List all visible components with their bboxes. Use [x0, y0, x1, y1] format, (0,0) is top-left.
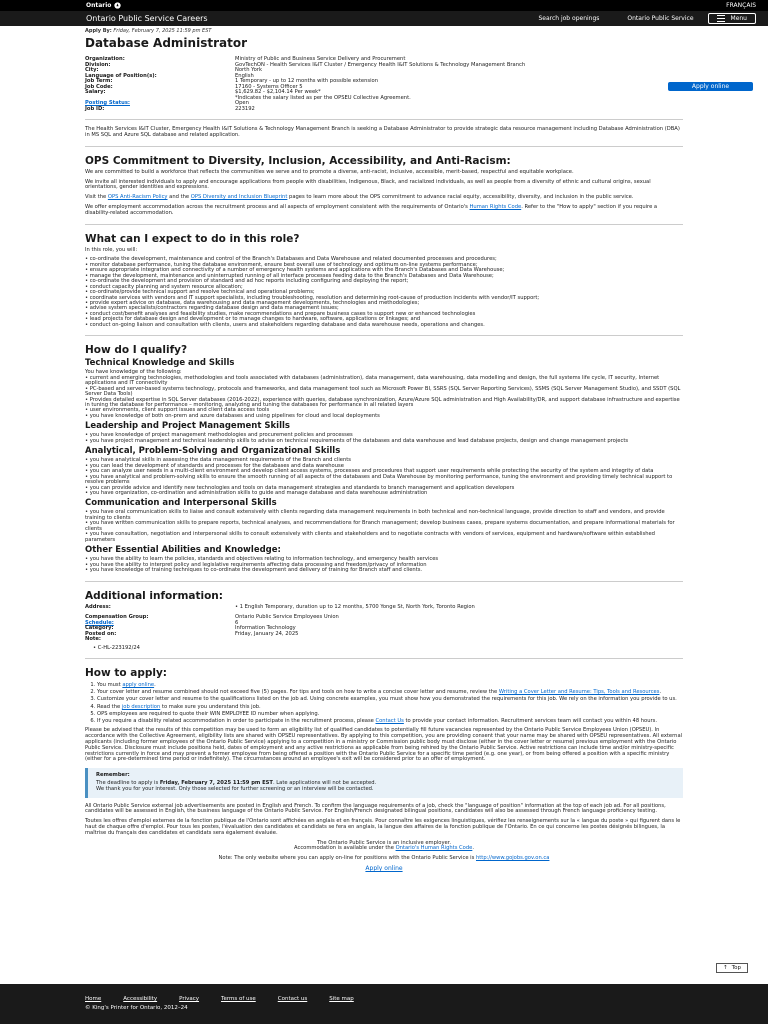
- howto-step-text: If you require a disability related accommodation in order to participate in the recruitment process, please: [97, 718, 376, 725]
- additional-value: 6: [235, 619, 239, 626]
- duty-item: • lead projects for database design and development or to manage changes to hardware, software, applications or linkages; and: [85, 316, 421, 323]
- info-value: *Indicates the salary listed as per the OPSEU Collective Agreement.: [235, 94, 411, 101]
- qualify-section-title: Other Essential Abilities and Knowledge:: [85, 545, 281, 556]
- bottom-apply-online: [85, 866, 683, 872]
- additional-value: Friday, January 24, 2025: [235, 630, 299, 637]
- ops-link[interactable]: Ontario Public Service: [627, 15, 694, 22]
- info-value: Open: [235, 100, 249, 107]
- menu-label: Menu: [730, 15, 747, 22]
- site-footer: [0, 984, 768, 1024]
- ops-heading: OPS Commitment to Diversity, Inclusion, Accessibility, and Anti-Racism:: [85, 154, 511, 167]
- expect-heading: What can I expect to do in this role?: [85, 232, 300, 245]
- info-label: Salary:: [85, 89, 106, 96]
- duty-item: • coordinate services with vendors and IT support specialists, including troubleshooting, resolution and determining root-cause of production incidents with vendor/IT support;: [85, 294, 540, 301]
- qualify-item: • user environments, client support issues and client data access tools: [85, 407, 270, 414]
- human-rights-code-link[interactable]: Ontario's Human Rights Code: [395, 845, 473, 852]
- qualify-item: • you have the ability to learn the policies, standards and objectives relating to information technology, and emergency health services: [85, 556, 439, 563]
- info-label: Division:: [85, 61, 111, 68]
- job-content: [85, 26, 683, 876]
- footer-link[interactable]: Contact us: [277, 996, 308, 1002]
- divider: [85, 581, 683, 582]
- qualify-item: • you have written communication skills to prepare reports, technical analyses, and recommendations for Branch management; develop business cases, prepare systems documentation, and prepare informational materials for clients: [85, 520, 675, 532]
- info-label: Job Term:: [85, 78, 113, 85]
- site-title[interactable]: Ontario Public Service Careers: [86, 14, 208, 23]
- additional-label: Posted on:: [85, 630, 117, 637]
- duty-item: • conduct on-going liaison and consultation with clients, users and stakeholders regarding database and data warehouse needs, operations and changes.: [85, 321, 485, 328]
- deadline-date: Friday, February 7, 2025 11:59 pm EST: [159, 780, 273, 787]
- info-value: 223192: [235, 105, 255, 112]
- info-label: Organization:: [85, 56, 125, 63]
- footer-link[interactable]: Privacy: [179, 996, 200, 1002]
- divider: [85, 335, 683, 336]
- ops-p4: [85, 205, 683, 217]
- qualify-item: • you have the ability to interpret policy and legislative requirements affecting data processing and freedom/privacy of information: [85, 561, 427, 568]
- howto-step-text: You must: [97, 681, 123, 688]
- howto-step: [97, 682, 683, 688]
- ops-p1: We are committed to build a workforce that reflects the communities we serve and to promote a diverse, anti-racist, inclusive, accessible, merit-based, respectful and equitable workplace.: [85, 168, 574, 175]
- howto-step-text: .: [659, 689, 662, 695]
- info-value: 1 Temporary - up to 12 months with possible extension: [235, 78, 378, 85]
- accommodation-text: .: [472, 845, 474, 852]
- duty-item: • co-ordinate the development, maintenance and control of the Branch's Databases and Data Warehouse and related documented processes and procedures;: [85, 256, 497, 263]
- expect-lead: In this role, you will:: [85, 246, 138, 253]
- qualify-item: • PC-based and server-based systems technology, protocols and frameworks, and data management tool such as Microsoft Power BI, SSRS (SQL Server Reporting Services), SSMS (SQL Server Management Studio), and SSDT (SQL Server Data Tools): [85, 385, 681, 398]
- qualify-item: • current and emerging technologies, methodologies and tools associated with databases (administration), data management, data warehousing, data modelling and design, the full systems life cycle, IT security, Internet applications and IT connectivity: [85, 374, 660, 387]
- qualify-item: • you can lead the development of standards and processes for the databases and data warehouse: [85, 462, 344, 469]
- accommodation-note: [85, 846, 683, 852]
- diversity-blueprint-link[interactable]: OPS Diversity and Inclusion Blueprint: [190, 194, 288, 201]
- hamburger-icon: [717, 15, 725, 22]
- ops-p2: We invite all interested individuals to apply and encourage applications from people with disabilities, Indigenous, Black, and racialized individuals, as well as people from a diversity of ethnic and cultural origins, sexual orientations, gender identities and expressions.: [85, 178, 651, 191]
- howto-step-link[interactable]: apply online: [122, 681, 155, 688]
- howto-step: [97, 718, 683, 724]
- ops-p4-text: . Refer to the "How to apply" section if you require a disability-related accommodation.: [85, 203, 658, 216]
- qualify-section-title: Communication and Interpersonal Skills: [85, 498, 277, 509]
- qualify-list: [85, 433, 683, 444]
- duty-item: • co-ordinate/provide technical support and resolve technical and operational problems;: [85, 289, 315, 296]
- additional-label: Note:: [85, 636, 101, 642]
- qualify-item: • you have oral communication skills to liaise and consult extensively with clients regarding data management requirements in both technical and non-technical language, provide direction to staff and vendors, and provide training to clients: [85, 509, 665, 521]
- footer-link[interactable]: Terms of use: [221, 996, 256, 1002]
- additional-heading: Additional information:: [85, 589, 223, 602]
- howto-step: [97, 689, 683, 695]
- ops-p3-text: Visit the: [85, 194, 108, 201]
- additional-value: Information Technology: [235, 625, 296, 631]
- top-label: Top: [731, 965, 741, 971]
- gojobs-note: [85, 856, 683, 862]
- info-label: Job ID:: [85, 105, 105, 112]
- footer-links: [85, 996, 768, 1002]
- qualify-item: • you have project management and technical leadership skills to advise on technical requirements of the databases and data warehouse and lead database projects, design and change management projects: [85, 437, 629, 444]
- search-jobs-link[interactable]: Search job openings: [538, 15, 600, 22]
- francais-link[interactable]: FRANÇAIS: [726, 2, 756, 9]
- info-value: $1,629.82 - $2,104.14 Per week*: [235, 89, 321, 96]
- info-value: English: [235, 72, 254, 79]
- howto-step-link[interactable]: Contact Us: [375, 718, 404, 725]
- qualify-list: [85, 557, 683, 573]
- info-value: Ministry of Public and Business Service Delivery and Procurement: [235, 56, 406, 63]
- duty-item: • co-ordinate the development and provision of standard and ad hoc reports including configuring and deploying the report;: [85, 278, 409, 285]
- additional-info-table: [85, 615, 683, 643]
- divider: [85, 119, 683, 120]
- qualify-item: • you have knowledge of training techniques to co-ordinate the development and delivery of training for Branch staff and clients.: [85, 567, 423, 574]
- info-label: Language of Position(s):: [85, 72, 157, 79]
- job-info-table: [85, 57, 683, 112]
- howto-step-text: Customize your cover letter and resume to the qualifications listed on the job ad. Using concrete examples, you must show how you demonstrated the requirements for this job. We rely on the information you provide to us.: [97, 696, 677, 703]
- howto-steps: [85, 682, 683, 725]
- qualify-item: • you can provide advice and identify new technologies and tools on data management strategies and standards to branch management and application developers: [85, 484, 515, 491]
- remember-text: The deadline to apply is: [96, 780, 160, 787]
- qualify-item: You have knowledge of the following:: [85, 369, 182, 376]
- remember-title: Remember:: [96, 772, 130, 779]
- address-value: • 1 English Temporary, duration up to 12 months, 5700 Yonge St, North York, Toronto Region: [235, 603, 475, 610]
- gojobs-link[interactable]: http://www.gojobs.gov.on.ca: [475, 855, 550, 862]
- qualifications: [85, 359, 683, 573]
- howto-step-link[interactable]: Writing a Cover Letter and Resume: Tips, Tools and Resources: [498, 689, 660, 695]
- info-value: GovTechON - Health Services I&IT Cluster / Emergency Health I&IT Solutions & Technology Management Branch: [235, 61, 526, 68]
- duty-item: • ensure appropriate integration and connectivity of a number of emergency health systems and applications with the Branch's Databases and Data Warehouse;: [85, 267, 505, 274]
- duty-item: • manage the development, maintenance and uninterrupted running of all interface processes feeding data to the Branch's Databases and Data Warehouse;: [85, 272, 494, 279]
- duties-list: [85, 257, 683, 328]
- howto-step: [97, 711, 683, 717]
- howto-step-text: .: [154, 681, 156, 688]
- site-navbar: [0, 11, 768, 26]
- ops-p3-text: pages to learn more about the OPS commitment to advance racial equity, accessibility, diversity, and inclusion in the public service.: [287, 194, 634, 201]
- ontario-topbar: [0, 0, 768, 11]
- apply-by: [85, 28, 683, 34]
- howto-step-text: Your cover letter and resume combined should not exceed five (5) pages. For tips and tools on how to write a concise cover letter and resume, review the: [97, 689, 499, 695]
- ops-p3-text: and the: [167, 194, 191, 201]
- additional-value: Ontario Public Service Employees Union: [235, 614, 339, 620]
- copyright: © King's Printer for Ontario, 2012–24: [85, 1005, 188, 1011]
- duty-item: • monitor database performance, tuning the database environment, ensure best overall use of technology and optimum on-line systems performance;: [85, 261, 478, 268]
- intro-text: The Health Services I&IT Cluster, Emergency Health I&IT Solutions & Technology Management Branch is seeking a Database Administrator to provide strategic data resource management including Database Administration (DBA) in MS SQL and Azure SQL database and related application.: [85, 126, 680, 138]
- qualify-section-title: Leadership and Project Management Skills: [85, 421, 290, 432]
- trillium-icon: [114, 2, 121, 9]
- qualify-item: • you have knowledge of both on-prem and azure databases and using pipelines for cloud and local deployments: [85, 412, 380, 419]
- howto-step-text: to make sure you understand this job.: [160, 703, 261, 710]
- footer-link[interactable]: Accessibility: [123, 996, 158, 1002]
- apply-online-link[interactable]: Apply online: [365, 865, 403, 873]
- additional-label: Compensation Group:: [85, 614, 149, 620]
- qualify-item: • you can analyze user needs in a multi-client environment and develop client access systems, processes and procedures that support user requirements while protecting the security of the system and integrity of data: [85, 468, 654, 475]
- human-rights-code-link[interactable]: Human Rights Code: [469, 203, 522, 210]
- duty-item: • advise system specialists/contractors regarding database design and data management issues;: [85, 305, 339, 312]
- gojobs-note-text: Note: The only website where you can apply on-line for positions with the Ontario Public Service is: [218, 855, 476, 862]
- apply-online-button[interactable]: Apply online: [668, 82, 753, 91]
- language-fr: Toutes les offres d'emploi externes de la fonction publique de l'Ontario sont affichées en anglais et en français. Pour connaître les exigences linguistiques, vérifiez les renseignements sur la « langue du poste » qui figurent dans le haut de chaque offre d'emploi. Pour tous les postes, l'évaluation des candidates et candidats se fera en anglais, la langue des affaires de la fonction publique de l'Ontario. En ce qui concerne les postes désignés bilingues, la maîtrise du français des candidates et candidats sera également évaluée.: [85, 818, 681, 836]
- qualify-item: • you have analytical skills in assessing the data management requirements of the Branch and clients: [85, 457, 352, 464]
- page-title: Database Administrator: [85, 36, 247, 51]
- language-en: All Ontario Public Service external job advertisements are posted in English and French. To confirm the language requirements of a job, check the "language of position" information at the top of each job ad. For all positions, candidates will be assessed in English, the business language of the Ontario Public Service. For English/French designated bilingual positions, candidates will also be assessed through French language proficiency testing.: [85, 802, 666, 815]
- divider: [85, 658, 683, 659]
- qualify-section-title: Technical Knowledge and Skills: [85, 358, 235, 369]
- howto-step: [97, 704, 683, 710]
- ontario-logo[interactable]: [86, 2, 121, 9]
- howto-step: [97, 696, 683, 702]
- inclusive-employer: The Ontario Public Service is an inclusive employer.: [316, 839, 452, 846]
- info-label[interactable]: Posting Status:: [85, 100, 130, 107]
- qualify-list: [85, 458, 683, 496]
- qualify-heading: How do I qualify?: [85, 344, 188, 357]
- ops-p4-text: We offer employment accommodation across the recruitment process and all aspects of employment consistent with the requirements of Ontario's: [85, 203, 470, 210]
- divider: [85, 224, 683, 225]
- info-value: 17160 - Systems Officer 5: [235, 83, 303, 90]
- additional-label[interactable]: Schedule:: [85, 619, 114, 626]
- address-row: [85, 605, 683, 611]
- howto-step-text: OPS employees are required to quote their WIN EMPLOYEE ID number when applying.: [97, 710, 320, 717]
- qualify-item: • you have consultation, negotiation and interpersonal skills to consult extensively with clients and stakeholders and to negotiate contracts with vendors of services, equipment and hardware/software within established parameters: [85, 531, 655, 543]
- qualify-item: • you have organization, co-ordination and administration skills to guide and manage database and data warehouse administration: [85, 489, 428, 496]
- howto-heading: How to apply:: [85, 666, 168, 679]
- divider: [85, 146, 683, 147]
- qualify-list: [85, 510, 683, 543]
- howto-para: Please be advised that the results of this competition may be used to form an eligibility list of qualified candidates to potentially fill future vacancies represented by the Ontario Public Service Employees Union (OPSEU). In accordance with the Collective Agreement, eligibility lists are shared with OPSEU representatives. By applying to this competition, you are providing consent that your name may be shared with OPSEU representatives. All external applicants (including former employees of the Ontario Public Service) applying to a competition in a ministry or Commission public body must disclose (either in the cover letter or resume) previous employment with the Ontario Public Service. Disclosure must include positions held, dates of employment and any active restrictions as applicable from being rehired by the Ontario Public Service. Active restrictions can include time and/or ministry-specific restrictions currently in force and may prevent a former employee from being offered a position with the Ontario Public Service for a specific time period (e.g. one year), or from being offered a position with a specific ministry (either for a pre-determined time period or indefinitely). The circumstances around an employee's exit will be considered prior to an offer of employment.: [85, 727, 683, 763]
- brand-text: Ontario: [86, 2, 112, 9]
- howto-step-text: Read the: [97, 703, 122, 710]
- info-label: Job Code:: [85, 83, 113, 90]
- info-value: North York: [235, 67, 262, 74]
- info-label: City:: [85, 67, 99, 74]
- apply-by-date: Friday, February 7, 2025 11:59 pm EST: [113, 28, 212, 34]
- remember-box: [85, 768, 683, 797]
- howto-step-link[interactable]: job description: [121, 703, 161, 710]
- back-to-top-button[interactable]: [716, 963, 748, 973]
- qualify-section-title: Analytical, Problem-Solving and Organizational Skills: [85, 446, 341, 457]
- qualify-item: • you have knowledge of project management methodologies and procurement policies and processes: [85, 432, 353, 439]
- footer-link[interactable]: Site map: [329, 996, 354, 1002]
- qualify-item: • Provides detailed expertise in SQL Server databases (2016-2022), experience with queries, database synchronization, Azure/Azure SQL administration and High Availability/DR, and support database infrastructure and expertise in tuning the database for performance – monitoring, analyzing and tuning the databases for performance in all related layers: [85, 396, 680, 408]
- additional-value: [235, 637, 683, 643]
- qualify-list: [85, 370, 683, 419]
- duty-item: • provide expert advice on database, data warehousing and data management developments, technologies and methodologies;: [85, 300, 420, 306]
- duty-item: • conduct capacity planning and system resource allocation;: [85, 283, 243, 290]
- arrow-up-icon: ↑: [723, 965, 728, 971]
- apply-by-label: Apply By:: [85, 28, 112, 34]
- menu-button[interactable]: [708, 13, 756, 24]
- howto-step-text: to provide your contact information. Recruitment services team will contact you within 48 hours.: [403, 718, 657, 725]
- duty-item: • conduct cost/benefit analyses and feasibility studies, make recommendations and prepare business cases to support new or enhanced technologies: [85, 310, 476, 317]
- ops-p3: [85, 195, 683, 201]
- remember-thanks: We thank you for your interest. Only those selected for further screening or an interview will be contacted.: [96, 785, 374, 792]
- accommodation-text: Accommodation is available under the: [294, 845, 396, 852]
- note-item: • C-HL-223192/24: [93, 644, 140, 651]
- address-label: Address:: [85, 603, 111, 610]
- footer-link[interactable]: Home: [85, 996, 102, 1002]
- remember-text: . Late applications will not be accepted.: [272, 780, 377, 787]
- anti-racism-link[interactable]: OPS Anti-Racism Policy: [107, 194, 168, 201]
- qualify-item: • you have analytical and problem-solving skills to ensure the smooth running of all aspects of the databases and Data Warehouse by monitoring performance, tuning the environment and providing timely technical support to resolve problems: [85, 473, 673, 486]
- additional-label: Category:: [85, 625, 114, 631]
